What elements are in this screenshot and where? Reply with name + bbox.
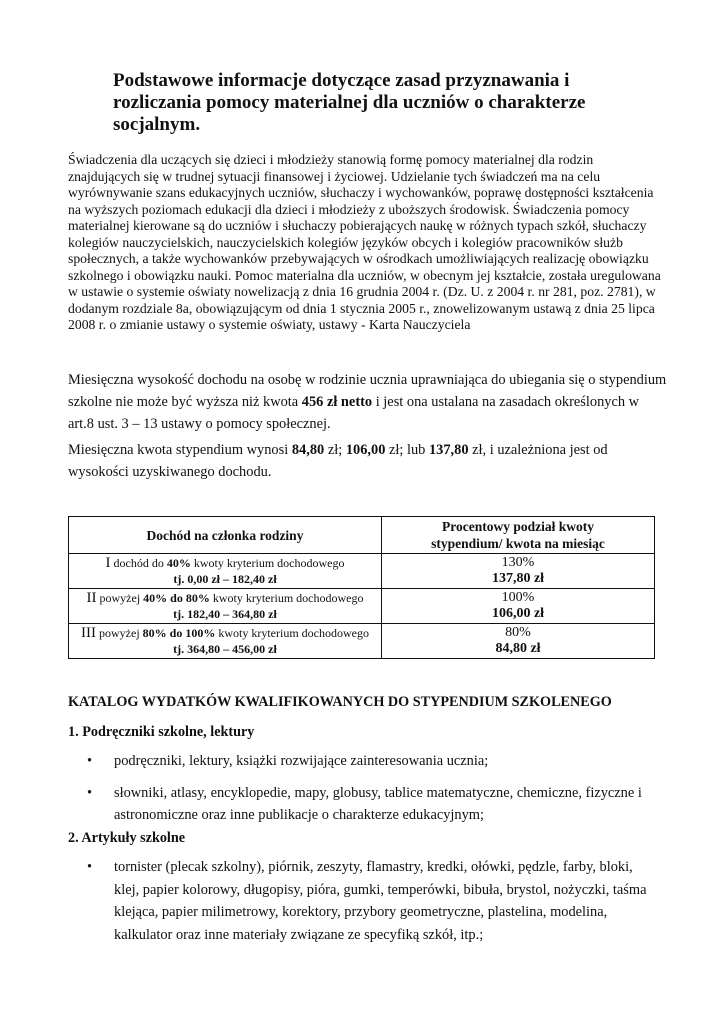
amount-text: zł; [324, 442, 346, 458]
amount-value-2: 106,00 [345, 442, 386, 458]
income-table [68, 516, 655, 659]
table-row [69, 589, 655, 624]
row-text: dochód do [110, 556, 167, 570]
row-text: powyżej [96, 626, 143, 640]
income-limit-paragraph [68, 369, 668, 435]
row-percent: 80% [505, 625, 531, 640]
table-row [69, 624, 655, 659]
table-cell-amount [382, 624, 655, 659]
table-cell-amount [382, 554, 655, 589]
section-heading-school-supplies: 2. Artykuły szkolne [68, 830, 186, 846]
catalog-heading: KATALOG WYDATKÓW KWALIFIKOWANYCH DO STYPENDIUM SZKOLENEGO [68, 694, 612, 710]
income-text-after: i jest ona ustalana na zasadach określonych w art.8 ust. 3 – 13 ustawy o pomocy społecznej. [68, 394, 640, 432]
table-cell-income [69, 554, 382, 589]
row-text: powyżej [96, 591, 144, 605]
table-row [69, 554, 655, 589]
page-title: Podstawowe informacje dotyczące zasad przyznawania i rozliczania pomocy materialnej dla uczniów o charakterze socjalnym. [113, 70, 586, 135]
row-income-range: tj. 182,40 – 364,80 zł [173, 607, 277, 621]
row-text: kwoty kryterium dochodowego [215, 626, 369, 640]
row-percent: 100% [501, 590, 535, 605]
amount-text: Miesięczna kwota stypendium wynosi [68, 442, 292, 458]
list-item: • podręczniki, lektury, książki rozwijające zainteresowania ucznia; [68, 750, 648, 773]
row-roman-numeral: III [81, 625, 96, 641]
amount-text: zł, i uzależniona jest od wysokości uzyskiwanego dochodu. [68, 442, 608, 480]
school-supplies-list [68, 856, 648, 955]
amount-value-1: 84,80 [291, 442, 325, 458]
amount-value-3: 137,80 [428, 442, 469, 458]
list-item: • tornister (plecak szkolny), piórnik, zeszyty, flamastry, kredki, ołówki, pędzle, farby, bloki, klej, papier kolorowy, długopisy, pióra, gumki, temperówki, bibuła, brystol, nożyczki, taśma klejąca, papier milimetrowy, korektory, przybory geometryczne, plastelina, modelina, kalkulator oraz inne materiały związane ze specyfiką szkół, itp.; [68, 856, 648, 946]
scholarship-amount-paragraph [68, 439, 668, 483]
row-income-range: tj. 364,80 – 456,00 zł [173, 642, 277, 656]
row-percent-range: 40% do 80% [143, 591, 210, 605]
row-amount: 106,00 zł [491, 606, 545, 621]
row-income-range: tj. 0,00 zł – 182,40 zł [173, 572, 277, 586]
row-text: kwoty kryterium dochodowego [190, 556, 345, 570]
table-cell-income [69, 589, 382, 624]
list-item: • słowniki, atlasy, encyklopedie, mapy, globusy, tablice matematyczne, chemiczne, fizyczne i astronomiczne oraz inne publikacje o charakterze edukacyjnym; [68, 782, 648, 827]
row-percent-range: 80% do 100% [142, 626, 216, 640]
table-header-income: Dochód na członka rodziny [69, 517, 382, 554]
income-description [69, 590, 381, 606]
textbooks-list [68, 750, 648, 836]
row-roman-numeral: II [86, 590, 97, 606]
income-limit-amount: 456 zł netto [301, 394, 373, 410]
row-percent-range: 40% [166, 556, 191, 570]
row-roman-numeral: I [105, 555, 111, 571]
section-heading-textbooks: 1. Podręczniki szkolne, lektury [68, 724, 255, 740]
table-header-row [69, 517, 655, 554]
row-amount: 137,80 zł [491, 571, 545, 586]
table-header-percent-text: Procentowy podział kwoty stypendium/ kwota na miesiąc [431, 519, 605, 551]
row-percent: 130% [501, 555, 535, 570]
intro-paragraph: Świadczenia dla uczących się dzieci i młodzieży stanowią formę pomocy materialnej dla rodzin znajdujących się w trudnej sytuacji finansowej i życiowej. Udzielanie tych świadczeń ma na celu wyrównywanie szans edukacyjnych uczniów, słuchaczy i wychowanków, poprawę dostępności kształcenia na wyższych poziomach edukacji dla dzieci i młodzieży z uboższych środowisk. Świadczenia pomocy materialnej kierowane są do uczniów i słuchaczy pobierających naukę w różnych typach szkół, słuchaczy kolegiów nauczycielskich, nauczycielskich kolegiów języków obcych i kolegiów pracowników służb społecznych, a także wychowanków przebywających w ośrodkach umożliwiających realizację obowiązku szkolnego i obowiązku nauki. Pomoc materialna dla uczniów, w obecnym jej kształcie, została uregulowana w ustawie o systemie oświaty nowelizacją z dnia 16 grudnia 2004 r. (Dz. U. z 2004 r. nr 281, poz. 2781), w dodanym rozdziale 8a, obowiązującym od dnia 1 stycznia 2005 r., znowelizowanym ustawą z dnia 25 lipca 2008 r. o zmianie ustawy o systemie oświaty, ustawy - Karta Nauczyciela [68, 152, 661, 332]
income-description [69, 625, 381, 641]
income-description [69, 555, 381, 571]
table-cell-income [69, 624, 382, 659]
amount-text: zł; lub [385, 442, 429, 458]
income-text-before: Miesięczna wysokość dochodu na osobę w rodzinie ucznia uprawniająca do ubiegania się o stypendium szkolne nie może być wyższa niż kwota [68, 372, 667, 410]
table-header-percent [382, 517, 655, 554]
row-text: kwoty kryterium dochodowego [209, 591, 364, 605]
table-cell-amount [382, 589, 655, 624]
row-amount: 84,80 zł [495, 641, 541, 656]
